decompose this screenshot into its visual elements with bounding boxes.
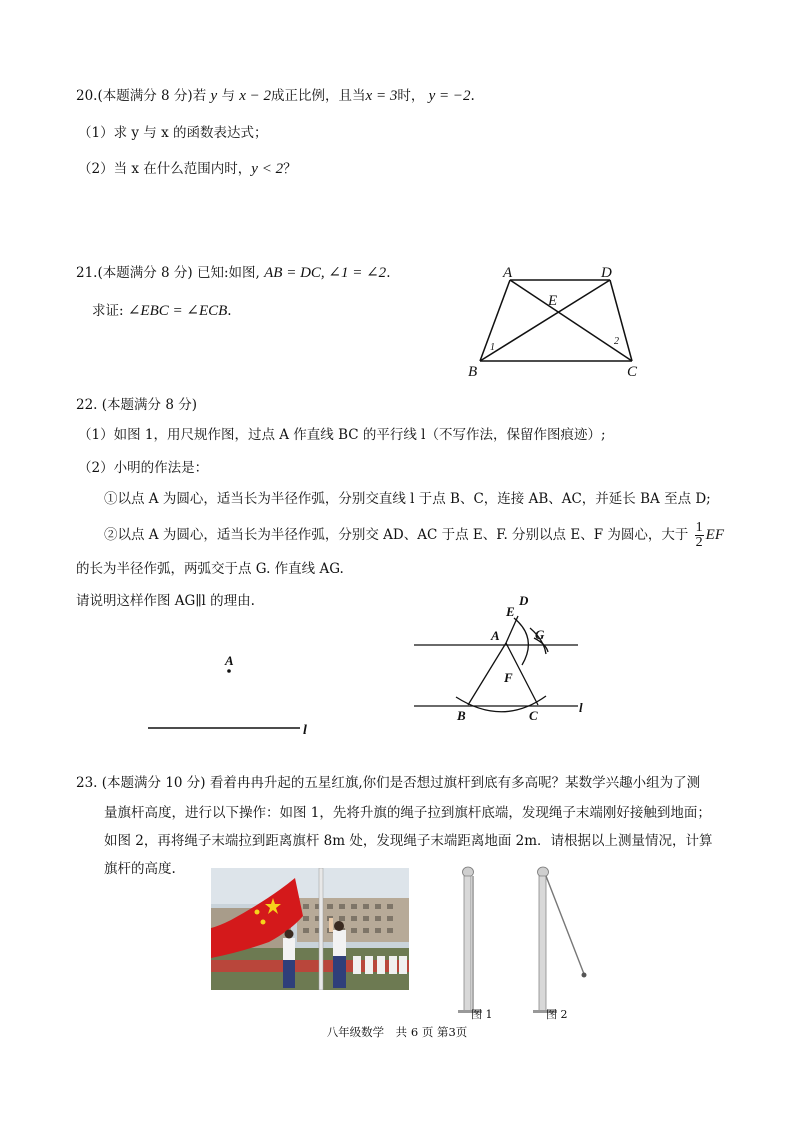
- label-a: A: [503, 265, 513, 281]
- q22-step2-text: ②以点 A 为圆心，适当长为半径作弧，分别交 AD、AC 于点 E、F. 分别以点 E、F 为圆心，大于: [104, 527, 689, 543]
- flagpole-figure-1: [455, 862, 495, 1017]
- q20-number: 20.: [76, 88, 98, 104]
- label-d: D: [601, 265, 612, 281]
- q20-x-eq: x = 3: [365, 88, 398, 104]
- label-c: C: [627, 364, 638, 380]
- q20-text: ？: [283, 161, 297, 177]
- segment-ab: [480, 280, 510, 361]
- fig2-label-f: F: [504, 670, 513, 685]
- q21-stem: [76, 264, 390, 282]
- q21-prove: 求证: ∠EBC = ∠ECB.: [92, 303, 232, 319]
- fraction-one-half: [695, 521, 704, 550]
- fraction-numerator: 1: [695, 520, 703, 535]
- flagpole: [539, 876, 546, 1012]
- fig2-label-a: A: [491, 628, 500, 643]
- q20-ineq: y < 2: [251, 161, 284, 177]
- q21-text: .: [386, 265, 391, 281]
- segment-ab: [468, 643, 506, 705]
- segment-ef: EF: [705, 527, 724, 543]
- q20-text: 成正比例，且当: [271, 88, 366, 104]
- fig2-label-c: C: [529, 708, 538, 723]
- fig2-caption: 图 2: [546, 1008, 568, 1021]
- q20-expr: x − 2: [239, 88, 272, 104]
- q21-number: 21.: [76, 265, 98, 281]
- q20-points: (本题满分 8 分): [97, 88, 193, 104]
- label-angle-1: 1: [490, 342, 495, 353]
- q21-text: 求证:: [92, 303, 124, 319]
- q23-line4: 旗杆的高度.: [104, 861, 176, 877]
- fig2-label-l: l: [579, 700, 583, 715]
- label-angle-2: 2: [614, 336, 619, 347]
- q21-points: (本题满分 8 分): [97, 265, 193, 281]
- flagpole: [464, 876, 471, 1012]
- q22-part2: （2）小明的作法是：: [78, 460, 209, 476]
- q20-part1: （1）求 y 与 x 的函数表达式；: [78, 125, 268, 141]
- rope: [546, 876, 584, 974]
- q22-part1: （1）如图 1，用尺规作图，过点 A 作直线 BC 的平行线 l（不写作法，保留作图痕迹）;: [78, 427, 606, 443]
- rope-end: [582, 973, 587, 978]
- q20-text: 时，: [397, 88, 425, 104]
- q22-heading: 22. (本题满分 8 分): [76, 397, 197, 413]
- q21-conclusion: ∠EBC = ∠ECB: [127, 303, 228, 319]
- q23-line2: 量旗杆高度，进行以下操作：如图 1，先将升旗的绳子拉到旗杆底端，发现绳子末端刚好接触到地面；: [104, 805, 711, 821]
- q21-text: 已知:如图,: [197, 265, 260, 281]
- q22-figure-1: [140, 650, 330, 745]
- flagpole-figure-2: [530, 862, 600, 1017]
- flag-raising-photo: [211, 868, 409, 990]
- fig2-label-e: E: [506, 604, 515, 619]
- point-a: [227, 669, 231, 673]
- q21-condition: AB = DC, ∠1 = ∠2: [264, 265, 387, 281]
- fig1-label-l: l: [303, 723, 307, 738]
- pole-top-ball: [463, 867, 474, 877]
- fig2-label-d: D: [519, 593, 529, 608]
- q22-step2-cont: 的长为半径作弧，两弧交于点 G. 作直线 AG.: [76, 561, 344, 577]
- q20-part2: [78, 160, 297, 178]
- fig2-label-b: B: [457, 708, 466, 723]
- q20-stem: [76, 87, 475, 105]
- q22-figure-2: [410, 592, 610, 727]
- q20-text: 若: [192, 88, 207, 104]
- label-b: B: [468, 364, 478, 380]
- q20-var-y: y: [210, 88, 218, 104]
- q22-ask: 请说明这样作图 AG∥l 的理由.: [76, 593, 255, 609]
- pole-top-ball: [538, 867, 549, 877]
- q23-line3: 如图 2，再将绳子末端拉到距离旗杆 8m 处，发现绳子末端距离地面 2m．请根据以上测量情况，计算: [104, 833, 713, 849]
- fig1-caption: 图 1: [471, 1008, 493, 1021]
- q22-step2: [104, 520, 724, 550]
- fig2-label-g: G: [535, 627, 545, 642]
- q23-line1: 23. (本题满分 10 分) 看着冉冉升起的五星红旗,你们是否想过旗杆到底有多高呢？某数学兴趣小组为了测: [76, 775, 701, 791]
- q20-y-eq: y = −2: [428, 88, 471, 104]
- page-footer: 八年级数学 共 6 页 第3页: [326, 1025, 468, 1039]
- fig1-label-a: A: [225, 653, 234, 668]
- fraction-denominator: 2: [695, 535, 703, 550]
- segment-db: [480, 280, 610, 361]
- q22-step1: ①以点 A 为圆心，适当长为半径作弧，分别交直线 l 于点 B、C，连接 AB、AC，并延长 BA 至点 D;: [104, 491, 711, 507]
- q20-text: 与: [221, 88, 235, 104]
- q20-text: .: [470, 88, 475, 104]
- label-e: E: [548, 293, 558, 309]
- arc-ef: [514, 618, 528, 665]
- q21-figure: [460, 258, 650, 383]
- q20-text: （2）当 x 在什么范围内时，: [78, 161, 252, 177]
